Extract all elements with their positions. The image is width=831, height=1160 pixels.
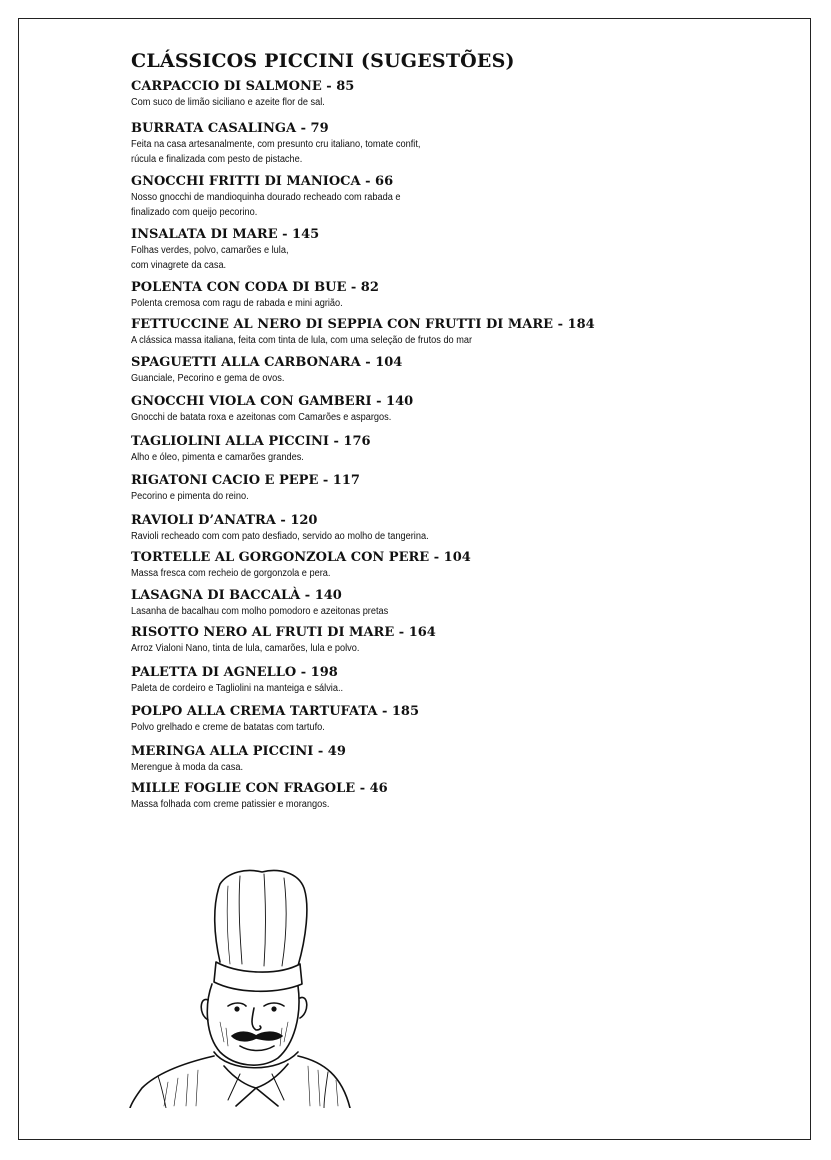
menu-item-description: Merengue à moda da casa.: [131, 761, 244, 773]
menu-item-name: GNOCCHI FRITTI DI MANIOCA - 66: [131, 173, 394, 189]
menu-item-description: Folhas verdes, polvo, camarões e lula, com vinagrete da casa.: [131, 244, 289, 271]
menu-item: [131, 781, 771, 813]
menu-item-description: Massa fresca com recheio de gorgonzola e pera.: [131, 568, 331, 579]
menu-item-description: Guanciale, Pecorino e gema de ovos.: [131, 372, 285, 384]
menu-item: [131, 355, 771, 387]
menu-item-name: RISOTTO NERO AL FRUTI DI MARE - 164: [131, 625, 436, 640]
menu-item-name: LASAGNA DI BACCALÀ - 140: [131, 587, 342, 603]
menu-item: [131, 744, 771, 776]
menu-item-name: FETTUCCINE AL NERO DI SEPPIA CON FRUTTI DI MARE - 184: [131, 317, 595, 332]
menu-item-name: POLENTA CON CODA DI BUE - 82: [131, 279, 379, 295]
menu-item: [131, 513, 771, 545]
menu-item: [131, 625, 771, 657]
menu-item: [131, 704, 771, 736]
menu-item-name: PALETTA DI AGNELLO - 198: [131, 664, 338, 680]
menu-section: [131, 50, 771, 813]
menu-item-description: Alho e óleo, pimenta e camarões grandes.: [131, 451, 304, 463]
menu-item-description: Paleta de cordeiro e Tagliolini na manteiga e sálvia..: [131, 682, 344, 694]
menu-item-name: INSALATA DI MARE - 145: [131, 226, 320, 242]
menu-item: [131, 174, 771, 221]
menu-item: [131, 588, 771, 620]
menu-item: [131, 121, 771, 168]
menu-item-description: Gnocchi de batata roxa e azeitonas com Camarões e aspargos.: [131, 412, 392, 423]
menu-item-description: Polenta cremosa com ragu de rabada e mini agrião.: [131, 297, 343, 309]
menu-item: [131, 394, 771, 426]
menu-item-name: MERINGA ALLA PICCINI - 49: [131, 743, 346, 759]
menu-item-name: MILLE FOGLIE CON FRAGOLE - 46: [131, 781, 388, 796]
menu-item-name: TORTELLE AL GORGONZOLA CON PERE - 104: [131, 550, 471, 565]
menu-list: [131, 79, 771, 813]
menu-item-description: Polvo grelhado e creme de batatas com tartufo.: [131, 722, 325, 733]
menu-item: [131, 79, 771, 111]
menu-item-name: GNOCCHI VIOLA CON GAMBERI - 140: [131, 394, 414, 409]
menu-item: [131, 227, 771, 274]
menu-item-name: SPAGUETTI ALLA CARBONARA - 104: [131, 354, 403, 370]
menu-item-name: RIGATONI CACIO E PEPE - 117: [131, 473, 360, 488]
menu-item: [131, 473, 771, 505]
menu-item-description: Com suco de limão siciliano e azeite flor de sal.: [131, 97, 325, 108]
menu-item: [131, 550, 771, 582]
menu-item: [131, 665, 771, 697]
menu-item-name: RAVIOLI D’ANATRA - 120: [131, 512, 318, 528]
menu-item-description: Massa folhada com creme patissier e morangos.: [131, 799, 330, 810]
menu-item-name: BURRATA CASALINGA - 79: [131, 120, 329, 136]
menu-item-name: CARPACCIO DI SALMONE - 85: [131, 79, 355, 94]
menu-item-description: A clássica massa italiana, feita com tinta de lula, com uma seleção de frutos do mar: [131, 335, 473, 346]
menu-item: [131, 280, 771, 312]
chef-illustration-icon: [128, 866, 356, 1108]
menu-item: [131, 317, 771, 349]
menu-item-description: Arroz Vialoni Nano, tinta de lula, camarões, lula e polvo.: [131, 643, 360, 654]
menu-item-description: Pecorino e pimenta do reino.: [131, 491, 249, 502]
menu-item-name: TAGLIOLINI ALLA PICCINI - 176: [131, 433, 371, 449]
menu-item-description: Nosso gnocchi de mandioquinha dourado recheado com rabada e finalizado com queijo pecorino.: [131, 191, 401, 218]
menu-item-description: Feita na casa artesanalmente, com presunto cru italiano, tomate confit, rúcula e finalizada com pesto de pistache.: [131, 138, 421, 165]
menu-item-description: Lasanha de bacalhau com molho pomodoro e azeitonas pretas: [131, 605, 389, 617]
menu-title: CLÁSSICOS PICCINI (SUGESTÕES): [131, 50, 515, 72]
menu-item-description: Ravioli recheado com com pato desfiado, servido ao molho de tangerina.: [131, 530, 429, 542]
menu-item-name: POLPO ALLA CREMA TARTUFATA - 185: [131, 704, 420, 719]
menu-item: [131, 434, 771, 466]
